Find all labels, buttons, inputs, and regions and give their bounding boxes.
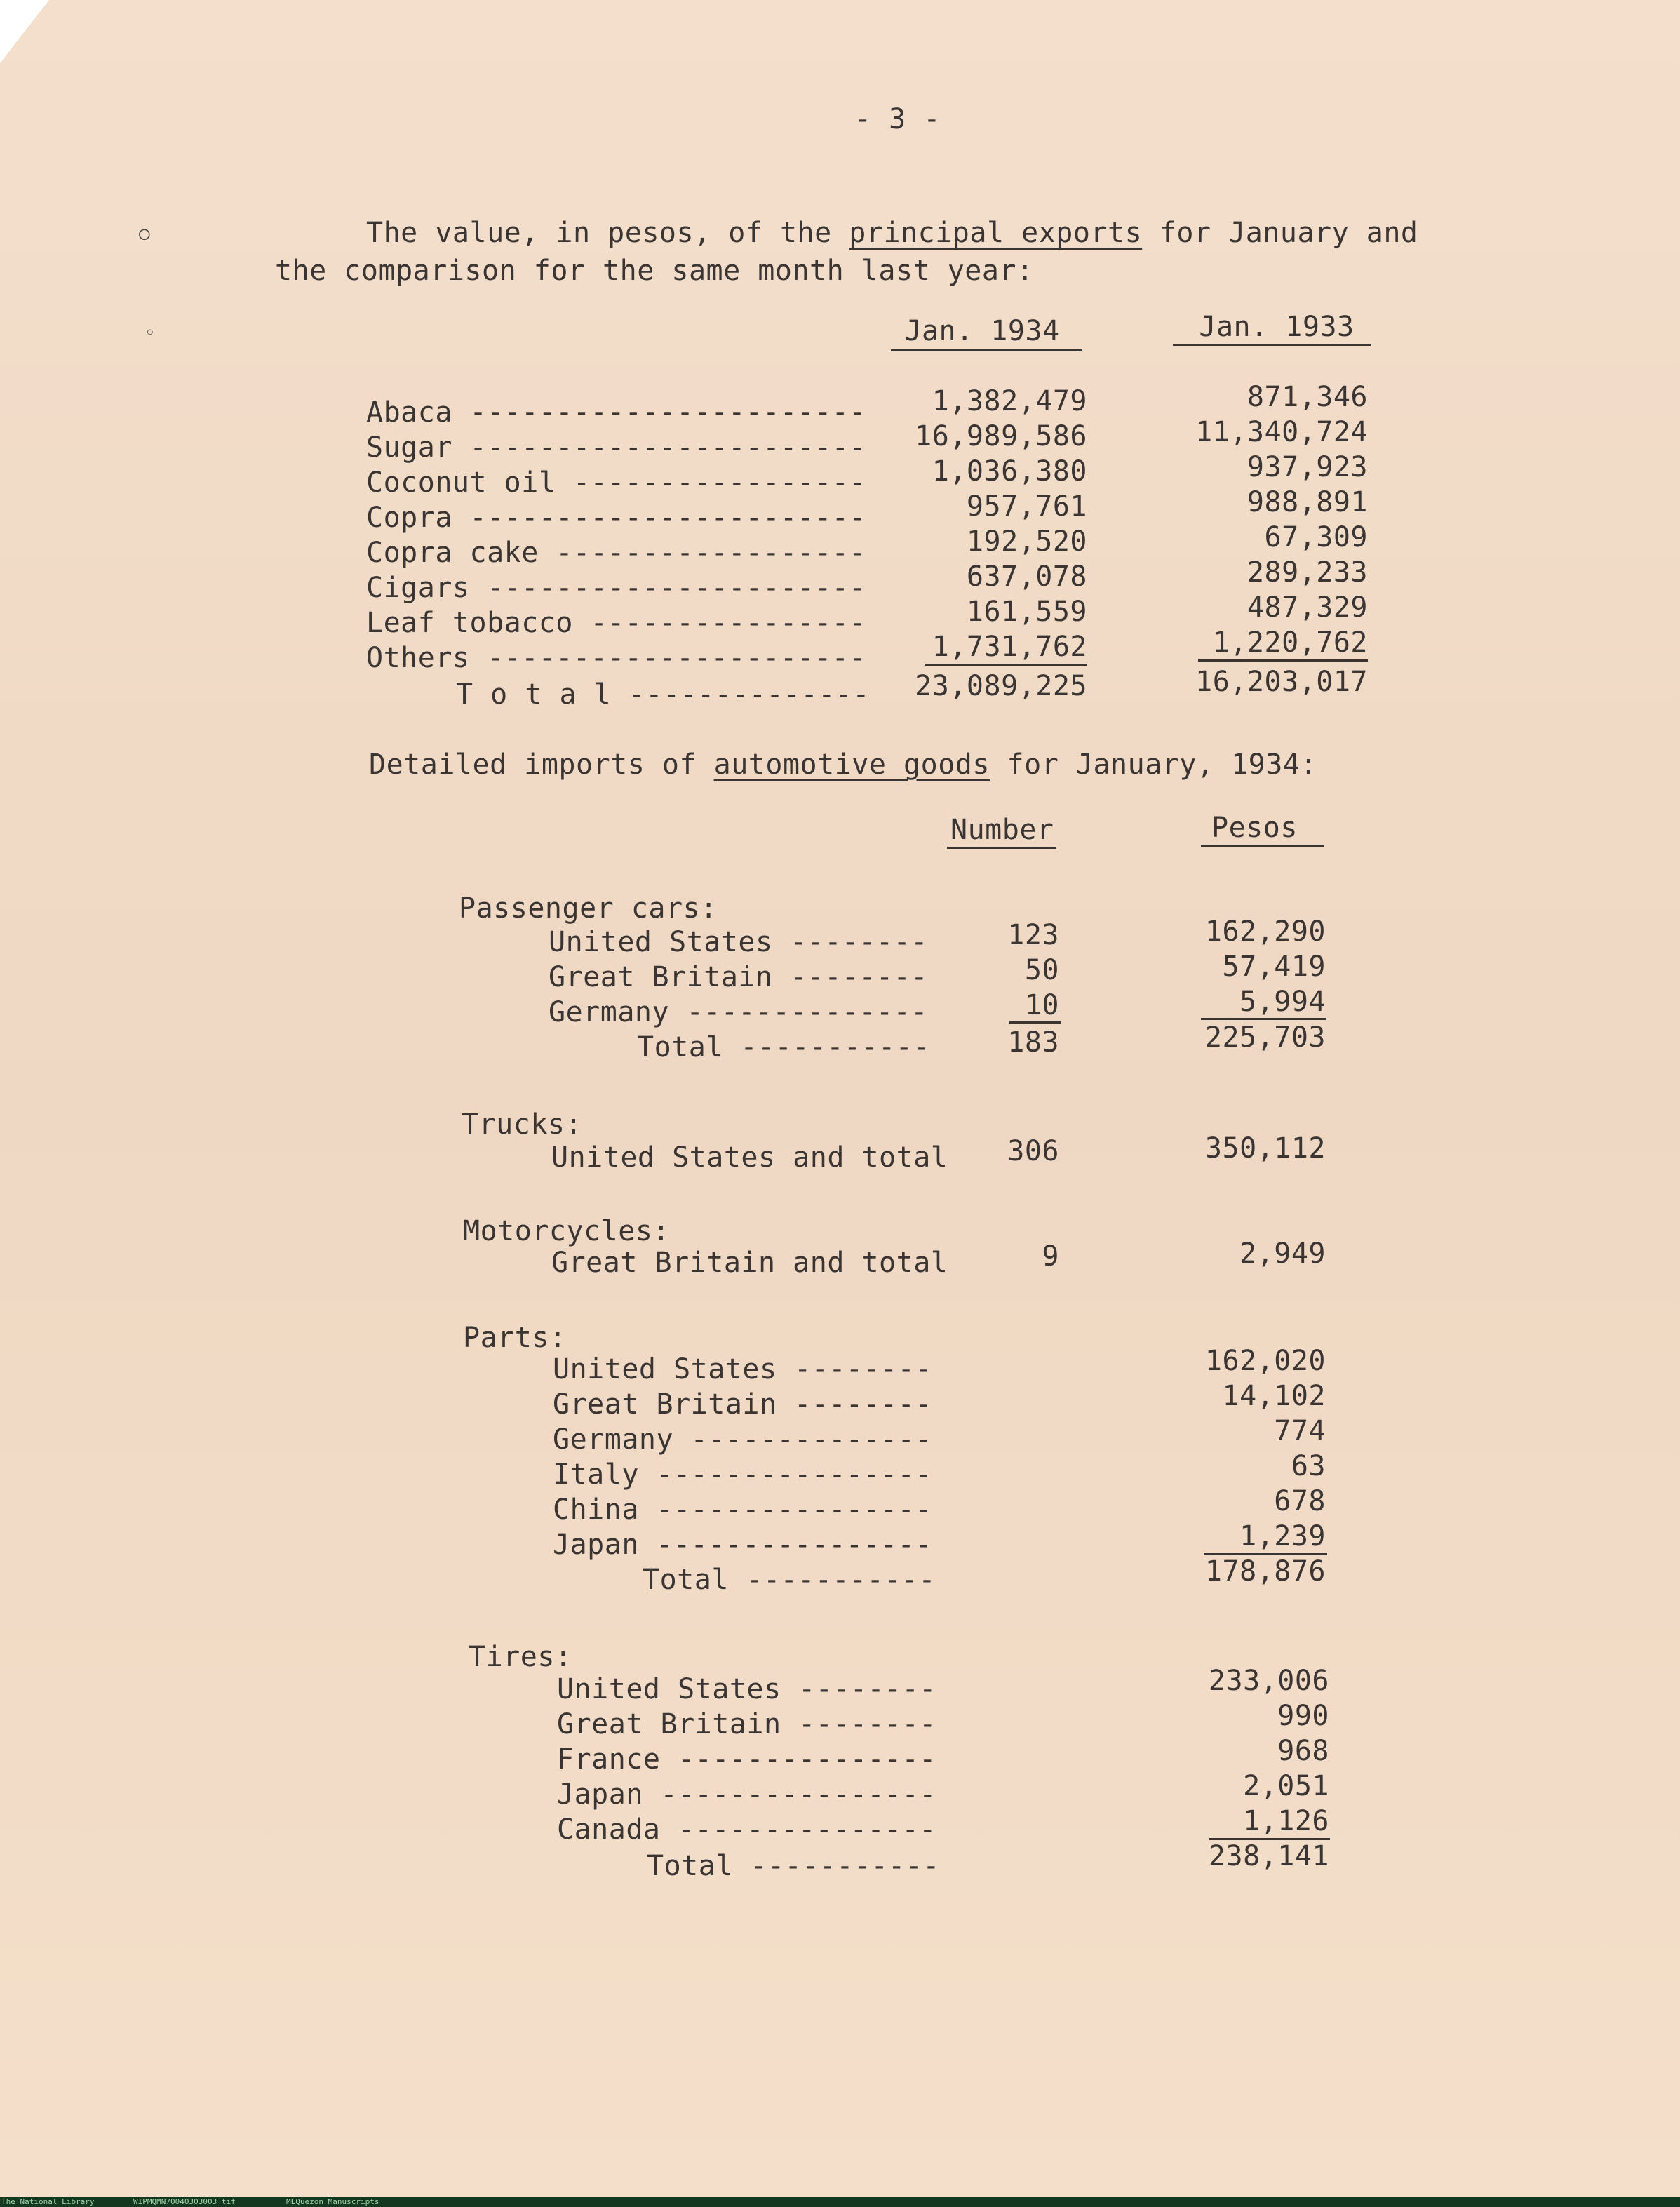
import-number: 50 [1024,954,1059,986]
import-number: 10 [1024,989,1059,1021]
import-total-pesos: 178,876 [1204,1555,1326,1588]
export-value-1933: 1,220,762 [1212,626,1368,659]
import-label: Canada --------------- [557,1813,936,1846]
export-value-1934: 161,559 [966,596,1087,628]
import-total-pesos: 238,141 [1208,1840,1329,1872]
imports-intro: Detailed imports of automotive goods for January, 1934: [369,749,1318,781]
export-total-1933: 16,203,017 [1195,666,1368,698]
footer-collection: MLQuezon Manuscripts [286,2197,379,2206]
export-value-1934: 16,989,586 [915,420,1087,452]
import-label: Japan ---------------- [553,1529,932,1561]
export-label: Coconut oil ----------------- [366,467,866,499]
import-total-label: Total ----------- [637,1031,930,1064]
binding-hole-mark: ○ [139,223,150,244]
binding-hole-mark: ◦ [145,323,156,344]
section-heading: Passenger cars: [459,892,718,925]
import-pesos: 350,112 [1204,1132,1326,1165]
export-value-1934: 1,036,380 [932,455,1087,488]
import-pesos: 57,419 [1222,951,1326,983]
import-label: France --------------- [557,1743,936,1776]
import-label: Great Britain and total [551,1247,948,1279]
import-number: 306 [1007,1135,1059,1167]
principal-exports-underlined: principal exports [849,217,1143,249]
col-header-rule [1201,845,1324,847]
section-heading: Parts: [463,1322,567,1354]
scan-footer-bar [0,2197,1680,2207]
import-total-number: 183 [1007,1026,1059,1059]
col-header-number: Number [950,814,1054,846]
col-header-rule [1173,344,1371,346]
import-total-label: Total ----------- [647,1850,940,1882]
export-label: Sugar ----------------------- [366,431,866,464]
export-value-1933: 289,233 [1246,556,1368,589]
import-number: 123 [1007,919,1059,951]
export-value-1934: 192,520 [966,525,1087,558]
col-header-rule [891,349,1082,351]
import-label: Great Britain -------- [557,1708,936,1740]
export-label: Copra cake ------------------ [366,537,866,569]
export-value-1933: 871,346 [1246,381,1368,413]
import-label: Germany -------------- [549,996,928,1028]
automotive-goods-underlined: automotive goods [713,749,990,781]
section-heading: Motorcycles: [463,1215,670,1247]
export-label: Others ---------------------- [366,642,866,674]
import-pesos: 968 [1277,1735,1329,1767]
import-total-label: Total ----------- [643,1564,936,1596]
total-rule [1201,1018,1326,1020]
import-total-pesos: 225,703 [1204,1021,1326,1054]
export-total-1934: 23,089,225 [915,670,1087,702]
import-pesos: 162,290 [1204,915,1326,948]
import-label: United States -------- [553,1353,932,1386]
import-pesos: 990 [1277,1700,1329,1732]
footer-library: The National Library [1,2197,95,2206]
total-rule [1198,659,1368,662]
col-header-1933: Jan. 1933 [1199,311,1355,343]
export-value-1933: 487,329 [1246,591,1368,624]
import-label: United States -------- [557,1673,936,1705]
export-value-1933: 67,309 [1264,521,1368,554]
import-pesos: 2,949 [1239,1237,1326,1270]
import-pesos: 14,102 [1222,1380,1326,1412]
folded-corner [0,0,49,63]
export-value-1934: 957,761 [966,490,1087,523]
col-header-pesos: Pesos [1211,812,1298,844]
export-value-1933: 988,891 [1246,486,1368,518]
import-pesos: 1,239 [1239,1520,1326,1552]
import-label: Great Britain -------- [549,961,928,993]
col-header-1934: Jan. 1934 [904,315,1060,347]
import-pesos: 233,006 [1208,1665,1329,1697]
import-pesos: 1,126 [1243,1805,1329,1837]
col-header-rule [947,847,1056,849]
section-heading: Tires: [469,1641,572,1673]
export-value-1934: 1,731,762 [932,631,1087,663]
import-label: China ---------------- [553,1494,932,1526]
import-label: United States and total [551,1141,948,1174]
export-value-1933: 937,923 [1246,451,1368,483]
import-pesos: 162,020 [1204,1345,1326,1377]
import-label: Japan ---------------- [557,1778,936,1811]
import-label: United States -------- [549,926,928,958]
section-heading: Trucks: [462,1108,583,1141]
import-pesos: 2,051 [1243,1770,1329,1802]
import-label: Great Britain -------- [553,1388,932,1421]
import-pesos: 678 [1274,1485,1326,1517]
export-total-label: T o t a l -------------- [456,678,870,711]
export-label: Copra ----------------------- [366,502,866,534]
export-value-1933: 11,340,724 [1195,416,1368,448]
export-value-1934: 1,382,479 [932,385,1087,417]
import-label: Germany -------------- [553,1423,932,1456]
export-label: Leaf tobacco ---------------- [366,607,866,639]
footer-file: WIPMQMN70040303003 tif [133,2197,236,2206]
import-pesos: 5,994 [1239,986,1326,1018]
import-label: Italy ---------------- [553,1458,932,1491]
import-number: 9 [1042,1240,1059,1273]
exports-intro-line2: the comparison for the same month last year: [275,255,1034,287]
export-label: Cigars ---------------------- [366,572,866,604]
import-pesos: 63 [1291,1450,1326,1482]
import-pesos: 774 [1274,1415,1326,1447]
export-label: Abaca ----------------------- [366,396,866,429]
exports-intro: The value, in pesos, of the principal exports for January and [366,217,1418,249]
export-value-1934: 637,078 [966,561,1087,593]
page-number: - 3 - [854,103,941,135]
total-rule [925,664,1087,666]
